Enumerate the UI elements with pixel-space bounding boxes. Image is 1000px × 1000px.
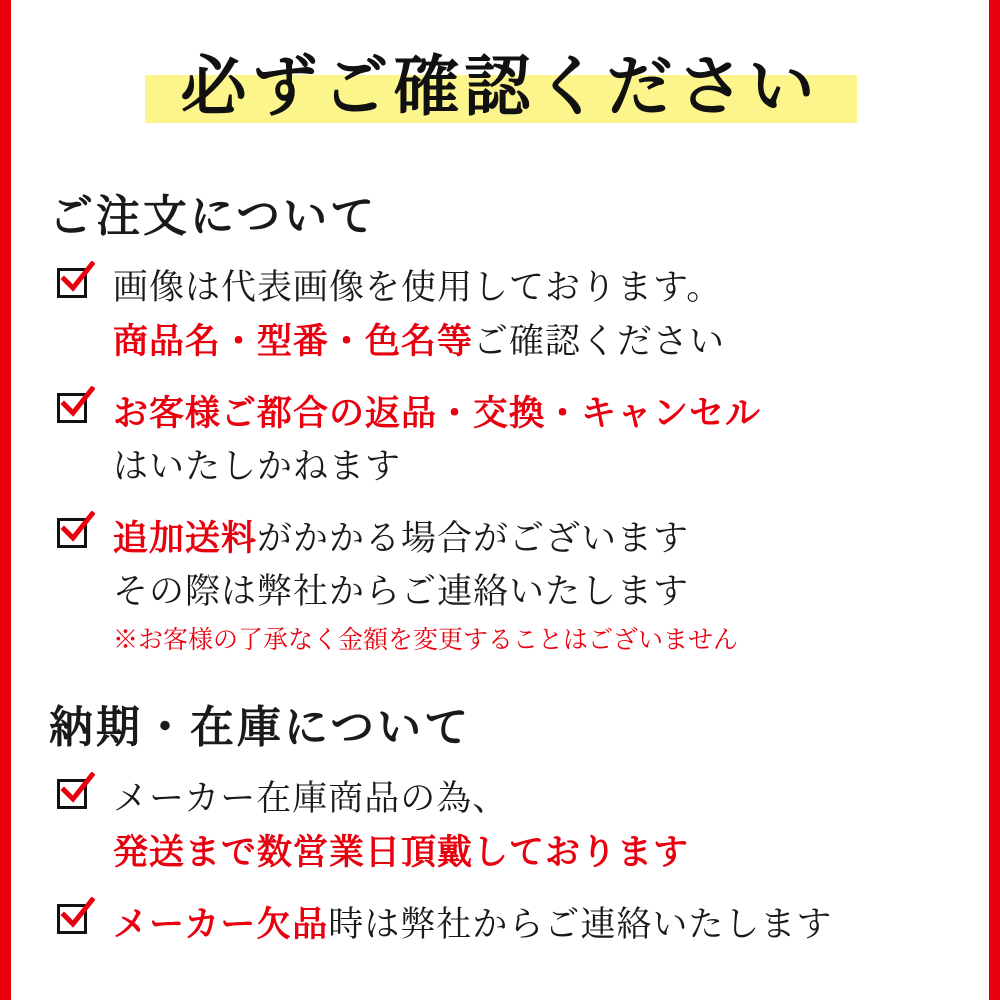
item-line — [113, 826, 989, 880]
item-line — [113, 773, 989, 826]
text-run: はいたしかねます — [113, 447, 402, 487]
checked-checkbox-icon — [57, 393, 91, 427]
section-heading-order: ご注文について — [49, 191, 378, 242]
checked-checkbox-icon — [57, 779, 91, 813]
text-run: メーカー欠品 — [113, 904, 329, 945]
text-run: ご確認ください — [473, 322, 726, 362]
section-heading-delivery: 納期・在庫について — [49, 702, 472, 753]
left-red-border — [0, 0, 11, 1000]
page-title-block — [11, 36, 989, 136]
text-run: メーカー在庫商品の為、 — [113, 779, 509, 819]
item-line — [113, 898, 989, 952]
item-line — [113, 512, 989, 566]
text-run: その際は弊社からご連絡いたします — [113, 572, 690, 612]
text-run: がかかる場合がございます — [257, 519, 690, 559]
text-run: 発送まで数営業日頂戴しております — [113, 832, 690, 873]
list-item — [57, 387, 989, 494]
item-line — [113, 315, 989, 369]
right-red-border — [989, 0, 1000, 1000]
checked-checkbox-icon — [57, 904, 91, 938]
text-run: 追加送料 — [113, 518, 258, 559]
item-line — [113, 566, 989, 619]
list-item — [57, 898, 989, 952]
page-title: 必ずご確認ください — [180, 47, 820, 125]
item-line — [113, 441, 989, 494]
list-item — [57, 773, 989, 880]
list-item — [57, 262, 989, 369]
item-note: ※お客様の了承なく金額を変更することはございません — [113, 625, 739, 654]
item-line — [113, 387, 989, 441]
text-run: 時は弊社からご連絡いたします — [328, 905, 833, 945]
checked-checkbox-icon — [57, 518, 91, 552]
text-run: 画像は代表画像を使用しております。 — [113, 268, 723, 308]
text-run: お客様ご都合の返品・交換・キャンセル — [113, 393, 762, 434]
list-item — [57, 512, 989, 661]
item-line — [113, 262, 989, 315]
text-run: 商品名・型番・色名等 — [113, 321, 474, 362]
checked-checkbox-icon — [57, 268, 91, 302]
notice-content — [11, 0, 989, 1000]
